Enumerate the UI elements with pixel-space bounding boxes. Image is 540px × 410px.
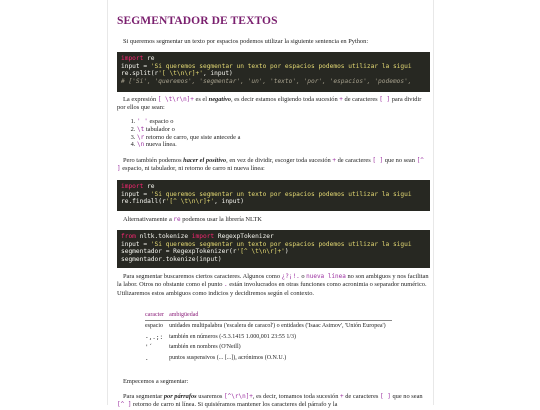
code-string: 'Si queremos segmentar un texto por espacios podemos utilizar la sigui <box>150 240 412 248</box>
whitespace-list <box>117 118 240 149</box>
table-cell: '´ <box>145 344 153 352</box>
nltk-paragraph <box>117 216 430 224</box>
code-text: segmentador.tokenize(input) <box>121 255 222 263</box>
list-item <box>137 134 240 142</box>
code-block-split[interactable] <box>117 52 430 92</box>
emphasis: hacer el positivo <box>183 157 227 164</box>
ambiguity-paragraph <box>117 273 430 298</box>
code-text: re.split(r <box>121 70 159 78</box>
document-page <box>107 0 434 409</box>
code-string: '[^ \t\n\r]+' <box>236 248 285 256</box>
list-item <box>137 126 240 134</box>
code-keyword: import <box>191 233 215 240</box>
table-row <box>145 332 392 343</box>
list-item <box>137 118 240 126</box>
ambiguity-table <box>145 310 392 364</box>
text: , en vez de dividir, escoger toda sucesión <box>226 157 333 164</box>
table-cell: puntos suspensivos (... [...]), acrónimos (O.N.U.) <box>169 354 287 361</box>
list-item-text: nueva línea. <box>144 141 177 149</box>
negative-paragraph <box>117 96 430 113</box>
table-row <box>145 353 392 364</box>
inline-code: + <box>340 393 344 400</box>
code-text: re <box>143 55 155 62</box>
page-title: SEGMENTADOR DE TEXTOS <box>117 15 278 27</box>
code-text: , input) <box>214 198 244 206</box>
code-text: input = <box>121 190 151 198</box>
text: están involucrados en otras funciones como acronimia o separador numérico. Utilizaremos estos ambiguos como indicios y decidiremos según el contexto. <box>117 281 427 297</box>
column-header: ambigüedad <box>169 310 392 321</box>
list-item-text: retorno de carro, que siste antecede a <box>144 133 241 141</box>
inline-code: \r <box>137 133 145 141</box>
code-text: re.findall(r <box>121 198 166 206</box>
positive-paragraph <box>117 157 430 174</box>
inline-code: + <box>339 96 343 103</box>
list-item <box>137 141 240 149</box>
code-text: ) <box>284 248 289 256</box>
emphasis: por párrafos <box>163 393 197 400</box>
code-string: 'Si queremos segmentar un texto por espacios podemos utilizar la sigui <box>150 190 412 198</box>
inline-code: [ \t\r\n]+ <box>157 96 194 103</box>
inline-code: [^ ] <box>117 401 132 409</box>
text: para dividir por ellos que sean: <box>117 96 422 112</box>
table-row <box>145 321 392 332</box>
code-comment: # ['Si', 'queremos', 'segmentar', 'un', 'texto', 'por', 'espacios', 'podemos', <box>121 77 412 85</box>
start-paragraph: Empecemos a segmentar: <box>123 378 189 385</box>
table-cell: unidades multipalabra ('escalera de caracol') o entidades ('Isaac Asimov', 'Unión Europea') <box>169 323 386 329</box>
code-text: nltk.tokenize <box>135 233 192 240</box>
text: retorno de carro ni línea. Si quisiéramos mantener los caracteres del párrafo y la <box>131 401 338 409</box>
text: de caracteres <box>342 96 380 103</box>
inline-code: ¿?¡!. <box>281 273 300 280</box>
paragraph-segment-paragraph <box>117 393 430 410</box>
text: usaremos <box>196 393 225 400</box>
list-item-text: tabulador o <box>144 125 175 133</box>
inline-code: + <box>332 157 336 164</box>
intro-paragraph: Si queremos segmentar un texto por espacios podemos utilizar la siguiente sentencia en Python: <box>123 38 369 45</box>
code-keyword: import <box>121 183 144 190</box>
code-string: '[^ \t\n\r]+' <box>165 198 215 206</box>
table-header-row <box>145 310 392 321</box>
code-text: input = <box>121 62 151 70</box>
code-keyword: import <box>121 55 144 62</box>
code-string: 'Si queremos segmentar un texto por espacios podemos utilizar la sigui <box>150 62 412 70</box>
inline-code: [^\r\n]+ <box>224 393 253 400</box>
text: no son ambiguos y nos facilitan la labor. Otros no obstante como el punto <box>117 273 429 289</box>
inline-code: ' ' <box>137 118 148 125</box>
text: que no sean <box>383 157 417 164</box>
text: Alternativamente a <box>123 216 174 223</box>
list-item-text: espacio o <box>147 118 174 125</box>
text: La expresión <box>123 96 158 103</box>
inline-code: \t <box>137 125 145 133</box>
code-text: segmentador = RegexpTokenizer(r <box>121 248 237 256</box>
code-text: , input) <box>202 70 233 78</box>
column-header: caracter <box>145 310 169 321</box>
inline-code: [^ ] <box>117 157 424 173</box>
table-cell: también en números (-5.3.1415 1.000,001 23:55 1/3) <box>169 333 297 340</box>
text: podemos usar la librería NLTK <box>180 216 262 223</box>
text: de caracteres <box>335 157 373 164</box>
inline-code: re <box>173 216 181 223</box>
code-text: re <box>143 183 155 190</box>
text: que no sean <box>390 393 423 400</box>
code-block-nltk[interactable] <box>117 230 430 268</box>
code-block-findall[interactable] <box>117 180 430 211</box>
table-cell: espacio <box>145 323 163 329</box>
table-cell: también en nombres (O'Neill) <box>169 344 241 351</box>
emphasis: negativo <box>208 96 232 103</box>
text: de caracteres <box>343 393 380 400</box>
code-keyword: from <box>121 233 136 240</box>
text: Para segmentar <box>123 393 164 400</box>
inline-code: \n <box>137 141 145 149</box>
table-cell: -,.;: <box>145 333 164 341</box>
code-text: input = <box>121 240 151 248</box>
inline-code: [ ] <box>372 157 384 164</box>
table-cell: . <box>145 354 149 362</box>
inline-code: [ ] <box>379 96 391 103</box>
text: Para segmentar buscaremos ciertos caracteres. Algunos como <box>123 273 282 280</box>
text: Pero también podemos <box>123 157 184 164</box>
inline-code: [ ] <box>380 393 391 400</box>
inline-code: . <box>224 281 228 289</box>
code-text: RegexpTokenizer <box>214 233 274 240</box>
text: , es decir estamos eligiendo toda sucesión <box>231 96 340 103</box>
text: o <box>299 273 307 280</box>
table-row <box>145 343 392 354</box>
code-string: '[ \t\n\r]+' <box>158 70 203 78</box>
inline-code: nueva línea <box>306 273 346 280</box>
text: , es decir, tomamos toda sucesión <box>252 393 340 400</box>
text: espacio, ni tabulador, ni retorno de carro ni nueva línea: <box>120 165 265 173</box>
text: es el <box>193 96 209 103</box>
